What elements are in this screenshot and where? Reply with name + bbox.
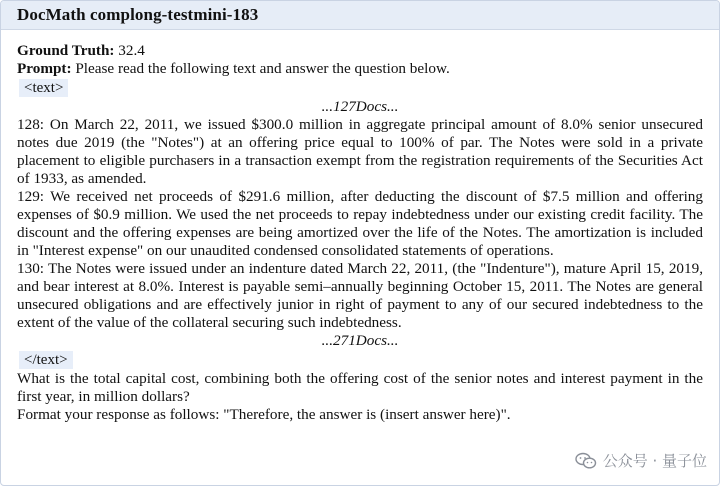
text-open-tag: <text> [19,79,68,97]
prompt-row [17,60,703,78]
format-instruction: Format your response as follows: "Therefore, the answer is (insert answer here)". [17,406,511,423]
text-open-row [17,78,703,98]
docs-before-marker: ...127Docs... [321,98,399,115]
question-text: What is the total capital cost, combining both the offering cost of the senior notes and interest payment in the first year, in million dollars? [17,370,703,405]
ground-truth-value: 32.4 [118,42,145,59]
card-header [1,1,719,30]
wechat-icon [575,452,597,470]
paragraph-129: 129: We received net proceeds of $291.6 million, after deducting the discount of $7.5 million and offering expenses of $0.9 million. We used the net proceeds to repay indebtedness under our existing credit facility. The discount and the offering expenses are being amortized over the life of the Notes. The amortization is included in "Interest expense" on our unaudited condensed consolidated statements of operations. [17,188,703,259]
watermark [573,450,709,471]
card-content [1,30,719,424]
ground-truth-row [17,42,703,60]
paragraph-130: 130: The Notes were issued under an indenture dated March 22, 2011, (the "Indenture"), mature April 15, 2019, and bear interest at 8.0%. Interest is payable semi–annually beginning October 15, 2011. The Notes are general unsecured obligations and are effectively junior in right of payment to any of our secured indebtedness to the extent of the value of the collateral securing such indebtedness. [17,260,703,331]
prompt-label: Prompt: [17,60,72,77]
text-close-row [17,350,703,370]
text-close-tag: </text> [19,351,73,369]
ground-truth-label: Ground Truth: [17,42,115,59]
prompt-text: Please read the following text and answer the question below. [75,60,450,77]
watermark-text: 公众号 · 量子位 [602,452,707,470]
card-title: DocMath complong-testmini-183 [17,5,259,24]
docs-after-marker: ...271Docs... [321,332,399,349]
paragraph-128: 128: On March 22, 2011, we issued $300.0 million in aggregate principal amount of 8.0% senior unsecured notes due 2019 (the "Notes") at an offering price equal to 100% of par. The Notes were sold in a private placement to eligible purchasers in a transaction exempt from the registration requirements of the Securities Act of 1933, as amended. [17,116,703,187]
